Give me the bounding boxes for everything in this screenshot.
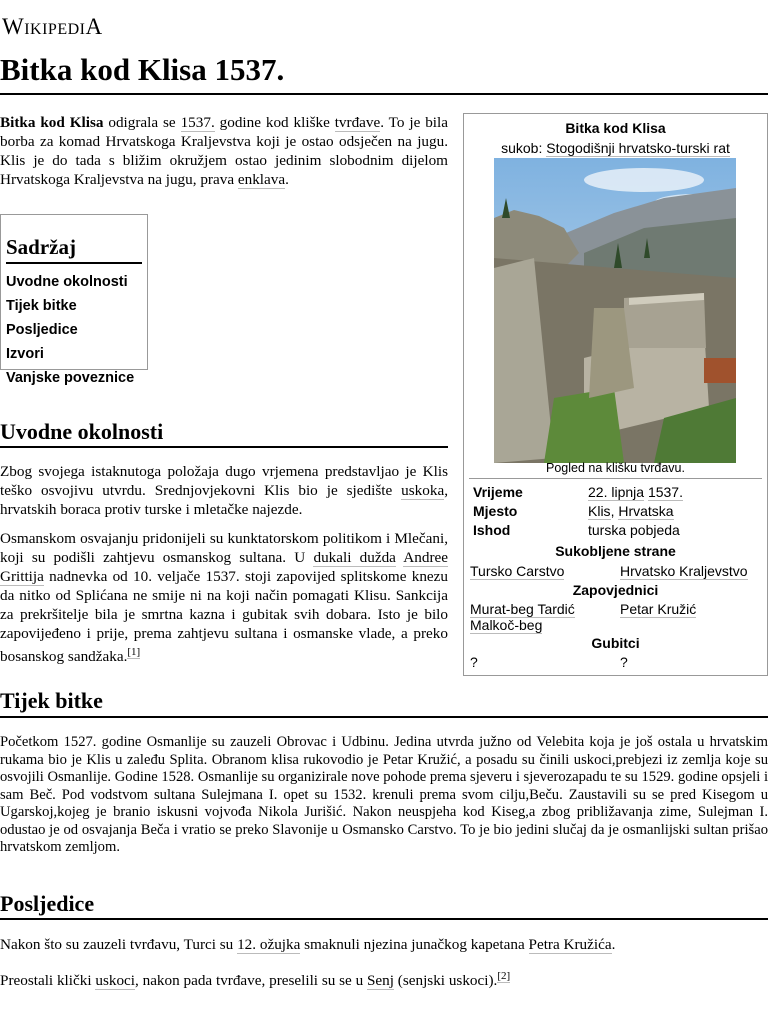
ishod-label: Ishod	[473, 522, 511, 538]
link-petar-kruzic-infobox[interactable]: Petar Kružić	[620, 601, 697, 617]
link-murat-beg[interactable]: Murat-beg Tardić	[470, 601, 575, 617]
link-tvrdave[interactable]: tvrđave	[334, 114, 381, 131]
reference-2[interactable]: [2]	[497, 970, 511, 982]
heading-rule	[0, 446, 448, 448]
zapovjednici-heading: Zapovjednici	[572, 582, 659, 598]
wordmark-final: A	[85, 14, 103, 39]
infobox	[463, 113, 768, 676]
link-uskoci[interactable]: uskoci	[95, 972, 135, 990]
tijek-paragraph: Početkom 1527. godine Osmanlije su zauzeli Obrovac i Udbinu. Jedina utvrda južno od Velebita koja je još ostala u hrvatskim rukama bio je Klis u zaleđu Splita. Obranom klisa rukovodio je Petar Kružić, a posadu su činili uskoci,prebjezi iz zemlja koje su osvojili Osmanlije. Godine 1528. Osmanlije su organizirale nove pohode prema sjeveru i sjeverozapadu te su 1529. godine opsjeli i sam Beč. Pod vodstvom sultana Sulejmana I. opet su 1532. krenuli prema svom cilju,Beču. Zaustavili su se pred Kisegom u Ugarskoj,kojeg je branio iskusni vojvođa Nikola Jurišić. Nakon neuspjeha kod Kiseg,a zbog približavanja zime, Sulejman I. odustao je od osvajanja Beča i vratio se preko Slavonije u Osmansko Carstvo. To je bio jedini slučaj da je osmanlijski sultan prišao hrvatskom zemljom.	[0, 734, 768, 855]
uvodne-p2-text-a: Osmanskom osvajanju pridonijeli su kunktatorskom politikom i Mlečani, koji su podišli zahtjevu osmanskog sultana. U	[0, 530, 448, 566]
heading-tijek-bitke: Tijek bitke	[0, 688, 103, 713]
link-12-ozujka[interactable]: 12. ožujka	[237, 936, 301, 953]
link-petra-kruzica[interactable]: Petra Kružića	[528, 936, 612, 953]
toc-item-vanjske-poveznice[interactable]: Vanjske poveznice	[6, 370, 135, 386]
link-senj[interactable]: Senj	[366, 972, 394, 990]
link-1537[interactable]: 1537.	[180, 114, 215, 131]
uvodne-paragraph-1	[0, 462, 448, 519]
mjesto-label: Mjesto	[473, 503, 518, 519]
posljedice-p2-text-c: (senjski uskoci).	[393, 972, 498, 990]
toc-item-tijek-bitke[interactable]: Tijek bitke	[6, 298, 77, 314]
infobox-conflict	[464, 140, 767, 156]
ishod-value: turska pobjeda	[588, 522, 680, 538]
intro-text-1: odigrala se	[103, 114, 181, 131]
uvodne-p2-text-c: nadnevka od 10. veljače 1537. stoji zapovijed splitskome knezu da nitko od Splićana ne smije ni na koji način pomagati Klisu. Sankcija za prekršitelje bila je smrtna kazna i gubitak svih dobara. Isto je bilo zapovijeđeno i prije, prema zahtjevu sultana i osmanske vlade, a preko bosanskog sandžaka.	[0, 568, 448, 666]
link-malkoc-beg[interactable]: Malkoč-beg	[470, 617, 543, 633]
infobox-separator	[469, 478, 762, 479]
infobox-conflict-label: sukob:	[501, 140, 547, 156]
reference-1[interactable]: [1]	[127, 646, 141, 658]
posljedice-paragraph-1	[0, 935, 768, 954]
wordmark-initial: W	[2, 14, 25, 39]
intro-text-3: . To je bila borba za komad Hrvatskoga Kraljevstva koji je ostao odsječen na jugu. Klis je do tada s bližim okružjem ostao jedinim slobodnim dijelom Hrvatskoga Kraljevstva na jugu, prava	[0, 114, 448, 188]
posljedice-paragraph-2	[0, 967, 768, 990]
link-hrvatska[interactable]: Hrvatska	[618, 503, 674, 519]
intro-paragraph	[0, 113, 448, 189]
posljedice-p2-text-a: Preostali klički	[0, 972, 96, 990]
uvodne-p1-text-b: , hrvatskih boraca protiv turske i mletačke najezde.	[0, 482, 448, 518]
photo-caption: Pogled na klišku tvrđavu.	[546, 461, 685, 475]
posljedice-p2-text-b: , nakon pada tvrđave, preselili su se u	[135, 972, 367, 990]
page-title: Bitka kod Klisa 1537.	[0, 52, 285, 87]
link-uskoka[interactable]: uskoka	[401, 482, 445, 499]
intro-text-4: .	[285, 171, 289, 188]
link-enklava[interactable]: enklava	[237, 171, 286, 188]
toc-item-izvori[interactable]: Izvori	[6, 346, 44, 362]
heading-rule	[0, 918, 768, 920]
strane-heading: Sukobljene strane	[555, 543, 676, 559]
link-hrvatsko-kraljevstvo[interactable]: Hrvatsko Kraljevstvo	[620, 563, 748, 579]
link-dukali-duzda[interactable]: dukali dužda	[313, 549, 396, 566]
link-22-lipnja[interactable]: 22. lipnja	[588, 484, 645, 500]
klis-fortress-photo[interactable]	[494, 158, 736, 463]
posljedice-p1-text-b: smaknuli njezina junačkog kapetana	[300, 936, 529, 953]
toc-title: Sadržaj	[6, 235, 142, 264]
intro-bold-title: Bitka kod Klisa	[0, 114, 104, 131]
intro-text-2: godine kod kliške	[214, 114, 335, 131]
gubici-right: ?	[620, 654, 628, 670]
posljedice-p1-text-c: .	[611, 936, 616, 953]
link-andree-grittija[interactable]: Andree Grittija	[0, 549, 448, 585]
uvodne-paragraph-2	[0, 529, 448, 666]
heading-rule	[0, 716, 768, 718]
infobox-title: Bitka kod Klisa	[565, 120, 666, 136]
vrijeme-value	[588, 484, 683, 500]
link-klis[interactable]: Klis	[588, 503, 611, 519]
heading-uvodne-okolnosti: Uvodne okolnosti	[0, 419, 164, 444]
link-stogodisnji-rat[interactable]: Stogodišnji hrvatsko-turski rat	[546, 140, 730, 156]
title-divider	[0, 93, 768, 95]
toc-item-posljedice[interactable]: Posljedice	[6, 322, 78, 338]
link-tursko-carstvo[interactable]: Tursko Carstvo	[470, 563, 565, 579]
wikipedia-wordmark[interactable]	[2, 14, 103, 40]
gubici-heading: Gubitci	[591, 635, 640, 651]
table-of-contents	[0, 214, 148, 386]
vrijeme-label: Vrijeme	[473, 484, 523, 500]
link-1537-infobox[interactable]: 1537.	[647, 484, 683, 500]
mjesto-value: Klis, Hrvatska	[588, 503, 674, 519]
wordmark-middle: IKIPEDI	[24, 21, 86, 38]
posljedice-p1-text-a: Nakon što su zauzeli tvrđavu, Turci su	[0, 936, 238, 953]
uvodne-p1-text-a: Zbog svojega istaknutoga položaja dugo vrjemena predstavljao je Klis teško osvojivu utvrdu. Srednjovjekovni Klis bio je sjedište	[0, 463, 448, 499]
gubici-left: ?	[470, 654, 478, 670]
toc-item-uvodne-okolnosti[interactable]: Uvodne okolnosti	[6, 274, 128, 290]
heading-posljedice: Posljedice	[0, 891, 95, 916]
